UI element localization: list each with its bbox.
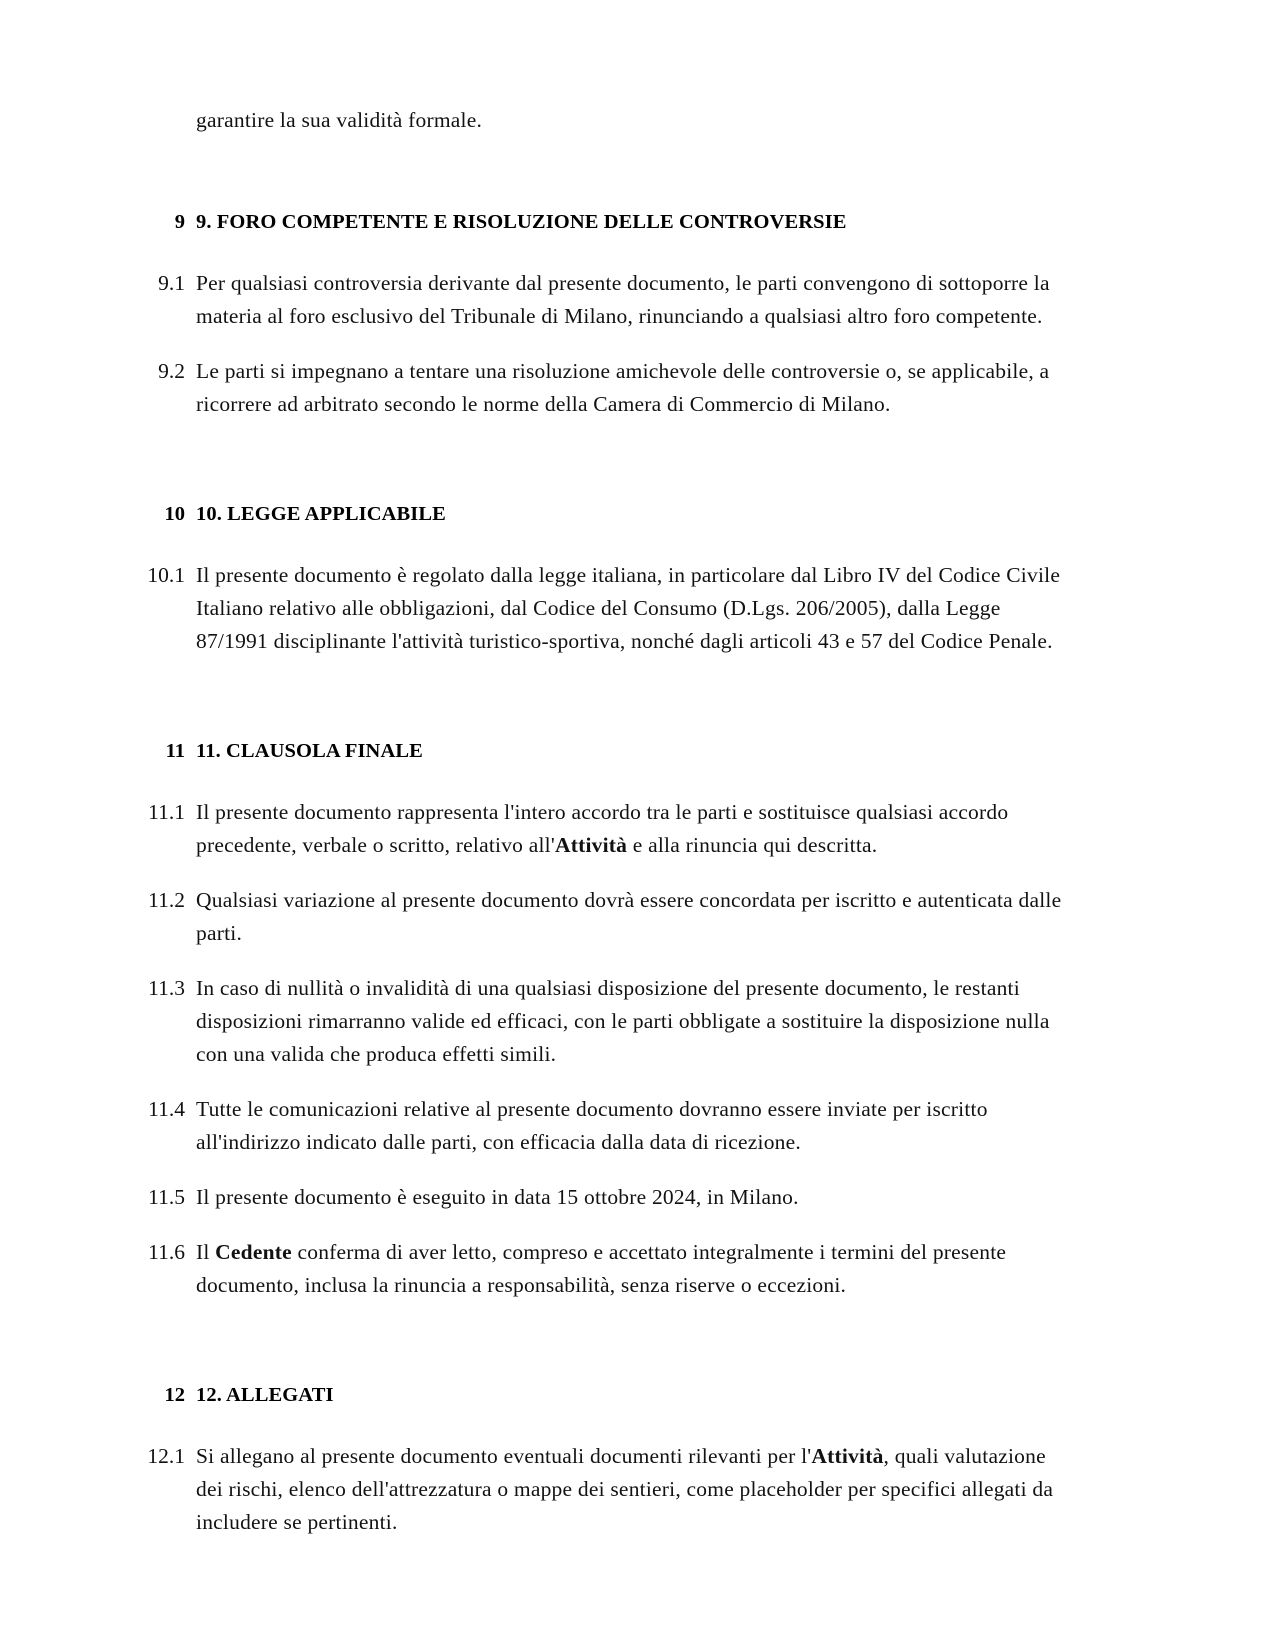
spacer — [130, 766, 1120, 796]
spacer — [130, 421, 1120, 499]
clause-text-post: e alla rinuncia qui descritta. — [627, 833, 878, 857]
section-number-11: 11 — [165, 740, 185, 762]
spacer — [130, 1159, 1120, 1181]
clause-12-1 — [130, 1440, 1120, 1539]
clause-11-5 — [130, 1181, 1120, 1214]
section-title-11: 11. CLAUSOLA FINALE — [196, 740, 423, 762]
section-number-12: 12 — [164, 1384, 185, 1406]
spacer — [130, 950, 1120, 972]
section-heading-11 — [130, 736, 1120, 766]
clause-9-2 — [130, 355, 1120, 421]
section-heading-10 — [130, 499, 1120, 529]
clause-text-post: conferma di aver letto, compreso e accettato integralmente i termini del presente documento, inclusa la rinuncia a responsabilità, senza riserve o eccezioni. — [196, 1240, 1007, 1297]
clause-number: 11.2 — [148, 888, 185, 912]
clause-text-pre: Si allegano al presente documento eventuali documenti rilevanti per l' — [196, 1444, 812, 1468]
section-number-10: 10 — [164, 503, 185, 525]
clause-number: 11.1 — [148, 800, 185, 824]
clause-text-pre: Il — [196, 1240, 216, 1264]
clause-text: Le parti si impegnano a tentare una risoluzione amichevole delle controversie o, se applicabile, a ricorrere ad arbitrato secondo le norme della Camera di Commercio di Milano. — [196, 359, 1050, 416]
clause-text: Per qualsiasi controversia derivante dal presente documento, le parti convengono di sottoporre la materia al foro esclusivo del Tribunale di Milano, rinunciando a qualsiasi altro foro competente. — [196, 271, 1050, 328]
clause-number: 12.1 — [147, 1444, 185, 1468]
clause-number: 11.5 — [148, 1185, 185, 1209]
section-title-10: 10. LEGGE APPLICABILE — [196, 503, 446, 525]
spacer — [130, 237, 1120, 267]
clause-emphasis: Cedente — [215, 1240, 292, 1264]
clause-11-4 — [130, 1093, 1120, 1159]
clause-9-1 — [130, 267, 1120, 333]
spacer — [130, 1302, 1120, 1380]
section-title-9: 9. FORO COMPETENTE E RISOLUZIONE DELLE CONTROVERSIE — [196, 211, 847, 233]
spacer — [130, 333, 1120, 355]
section-heading-12 — [130, 1380, 1120, 1410]
clause-text: Il presente documento è eseguito in data 15 ottobre 2024, in Milano. — [196, 1185, 799, 1209]
spacer — [130, 862, 1120, 884]
clause-number: 9.2 — [158, 359, 185, 383]
clause-number: 11.6 — [148, 1240, 185, 1264]
clause-number: 10.1 — [147, 563, 185, 587]
clause-emphasis: Attività — [554, 833, 628, 857]
clause-text: In caso di nullità o invalidità di una qualsiasi disposizione del presente documento, le restanti disposizioni rimarranno valide ed efficaci, con le parti obbligate a sostituire la disposizione nulla con una valida che produca effetti simili. — [196, 976, 1050, 1066]
clause-text — [196, 1440, 1071, 1539]
clause-11-3 — [130, 972, 1120, 1071]
clause-number: 11.3 — [148, 976, 185, 1000]
clause-text: Il presente documento è regolato dalla legge italiana, in particolare dal Libro IV del Codice Civile Italiano relativo alle obbligazioni, dal Codice del Consumo (D.Lgs. 206/2005), dalla Legge 87/1991 disciplinante l'attività turistico-sportiva, nonché dagli articoli 43 e 57 del Codice Penale. — [196, 563, 1061, 653]
clause-text — [196, 1236, 1071, 1302]
clause-text — [196, 796, 1071, 862]
spacer — [130, 137, 1120, 207]
clause-text-post: , quali valutazione dei rischi, elenco dell'attrezzatura o mappe dei sentieri, come placeholder per specifici allegati da includere se pertinenti. — [196, 1444, 1054, 1534]
spacer — [130, 1214, 1120, 1236]
clause-number: 11.4 — [148, 1097, 185, 1121]
clause-11-6 — [130, 1236, 1120, 1302]
clause-10-1 — [130, 559, 1120, 658]
section-heading-9 — [130, 207, 1120, 237]
clause-number: 9.1 — [158, 271, 185, 295]
clause-11-2 — [130, 884, 1120, 950]
clause-text: Qualsiasi variazione al presente documento dovrà essere concordata per iscritto e autenticata dalle parti. — [196, 888, 1062, 945]
spacer — [130, 1410, 1120, 1440]
continuation-paragraph: garantire la sua validità formale. — [196, 108, 483, 132]
spacer — [130, 529, 1120, 559]
spacer — [130, 658, 1120, 736]
section-title-12: 12. ALLEGATI — [196, 1384, 334, 1406]
spacer — [130, 1071, 1120, 1093]
clause-text-pre: Il presente documento rappresenta l'intero accordo tra le parti e sostituisce qualsiasi accordo precedente, verbale o scritto, relativo all' — [196, 800, 1009, 857]
clause-emphasis: Attività — [811, 1444, 884, 1468]
clause-text: Tutte le comunicazioni relative al presente documento dovranno essere inviate per iscritto all'indirizzo indicato dalle parti, con efficacia dalla data di ricezione. — [196, 1097, 988, 1154]
clause-11-1 — [130, 796, 1120, 862]
section-number-9: 9 — [174, 211, 185, 233]
